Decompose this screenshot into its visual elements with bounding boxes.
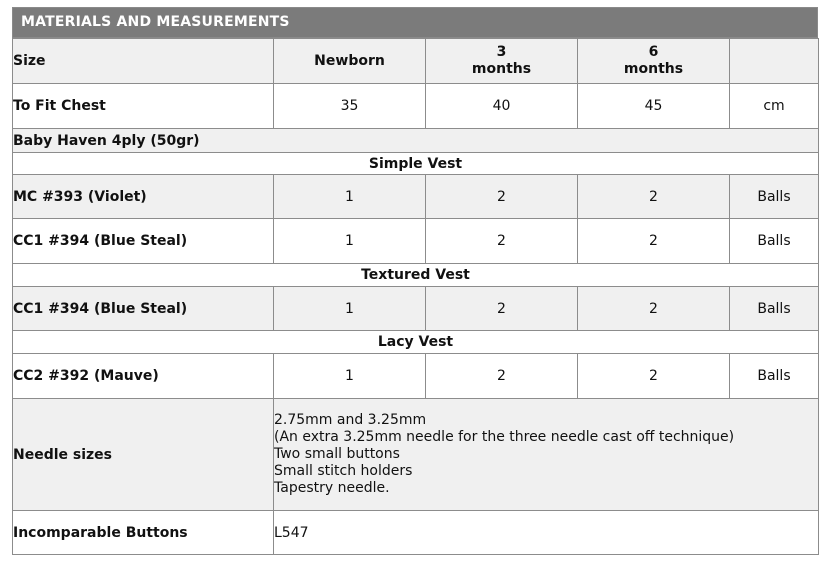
yarn-quantity: 2 [426, 175, 578, 219]
yarn-quantity: 2 [426, 219, 578, 264]
buttons-label: Incomparable Buttons [13, 511, 274, 555]
size-label: Size [13, 39, 274, 84]
yarn-row [13, 354, 819, 399]
section-title-row [13, 264, 819, 287]
needle-note-line: Small stitch holders [274, 463, 413, 479]
yarn-heading-row [13, 129, 819, 153]
size-header-row [13, 39, 819, 84]
size-6-months-line2: months [623, 61, 684, 77]
needle-note-line: 2.75mm and 3.25mm [274, 412, 427, 428]
buttons-code: L547 [274, 511, 819, 555]
section-title-row [13, 331, 819, 354]
yarn-quantity: 2 [578, 219, 730, 264]
size-3-months [426, 39, 578, 84]
yarn-row [13, 287, 819, 331]
yarn-label: CC2 #392 (Mauve) [13, 354, 274, 399]
needle-notes [274, 399, 819, 511]
chest-row [13, 84, 819, 129]
section-title: Simple Vest [13, 153, 819, 175]
yarn-label: MC #393 (Violet) [13, 175, 274, 219]
yarn-quantity: 2 [426, 287, 578, 331]
buttons-row [13, 511, 819, 555]
needle-note-line: Two small buttons [274, 446, 400, 462]
chest-value: 35 [274, 84, 426, 129]
size-3-months-line2: months [471, 61, 532, 77]
table-title: MATERIALS AND MEASUREMENTS [12, 7, 818, 38]
yarn-quantity: 2 [578, 354, 730, 399]
yarn-quantity: 1 [274, 175, 426, 219]
chest-unit: cm [730, 84, 819, 129]
needle-note-line: Tapestry needle. [274, 480, 390, 496]
needle-label: Needle sizes [13, 399, 274, 511]
yarn-row [13, 219, 819, 264]
yarn-label: CC1 #394 (Blue Steal) [13, 287, 274, 331]
size-3-months-line1: 3 [496, 44, 507, 60]
needle-note-line: (An extra 3.25mm needle for the three needle cast off technique) [274, 429, 735, 445]
yarn-quantity: 1 [274, 219, 426, 264]
yarn-quantity: 1 [274, 354, 426, 399]
yarn-unit: Balls [730, 219, 819, 264]
yarn-row [13, 175, 819, 219]
size-newborn-line1: Newborn [314, 52, 385, 69]
section-title-row [13, 153, 819, 175]
size-newborn [274, 39, 426, 84]
chest-value: 40 [426, 84, 578, 129]
size-unit-header [730, 39, 819, 84]
needle-row [13, 399, 819, 511]
size-6-months [578, 39, 730, 84]
yarn-heading: Baby Haven 4ply (50gr) [13, 129, 819, 153]
yarn-quantity: 2 [578, 287, 730, 331]
section-title: Textured Vest [13, 264, 819, 287]
yarn-unit: Balls [730, 175, 819, 219]
materials-table [12, 38, 819, 555]
section-title: Lacy Vest [13, 331, 819, 354]
yarn-quantity: 2 [578, 175, 730, 219]
size-6-months-line1: 6 [648, 44, 659, 60]
yarn-label: CC1 #394 (Blue Steal) [13, 219, 274, 264]
yarn-unit: Balls [730, 287, 819, 331]
yarn-quantity: 1 [274, 287, 426, 331]
yarn-unit: Balls [730, 354, 819, 399]
chest-label: To Fit Chest [13, 84, 274, 129]
chest-value: 45 [578, 84, 730, 129]
yarn-quantity: 2 [426, 354, 578, 399]
